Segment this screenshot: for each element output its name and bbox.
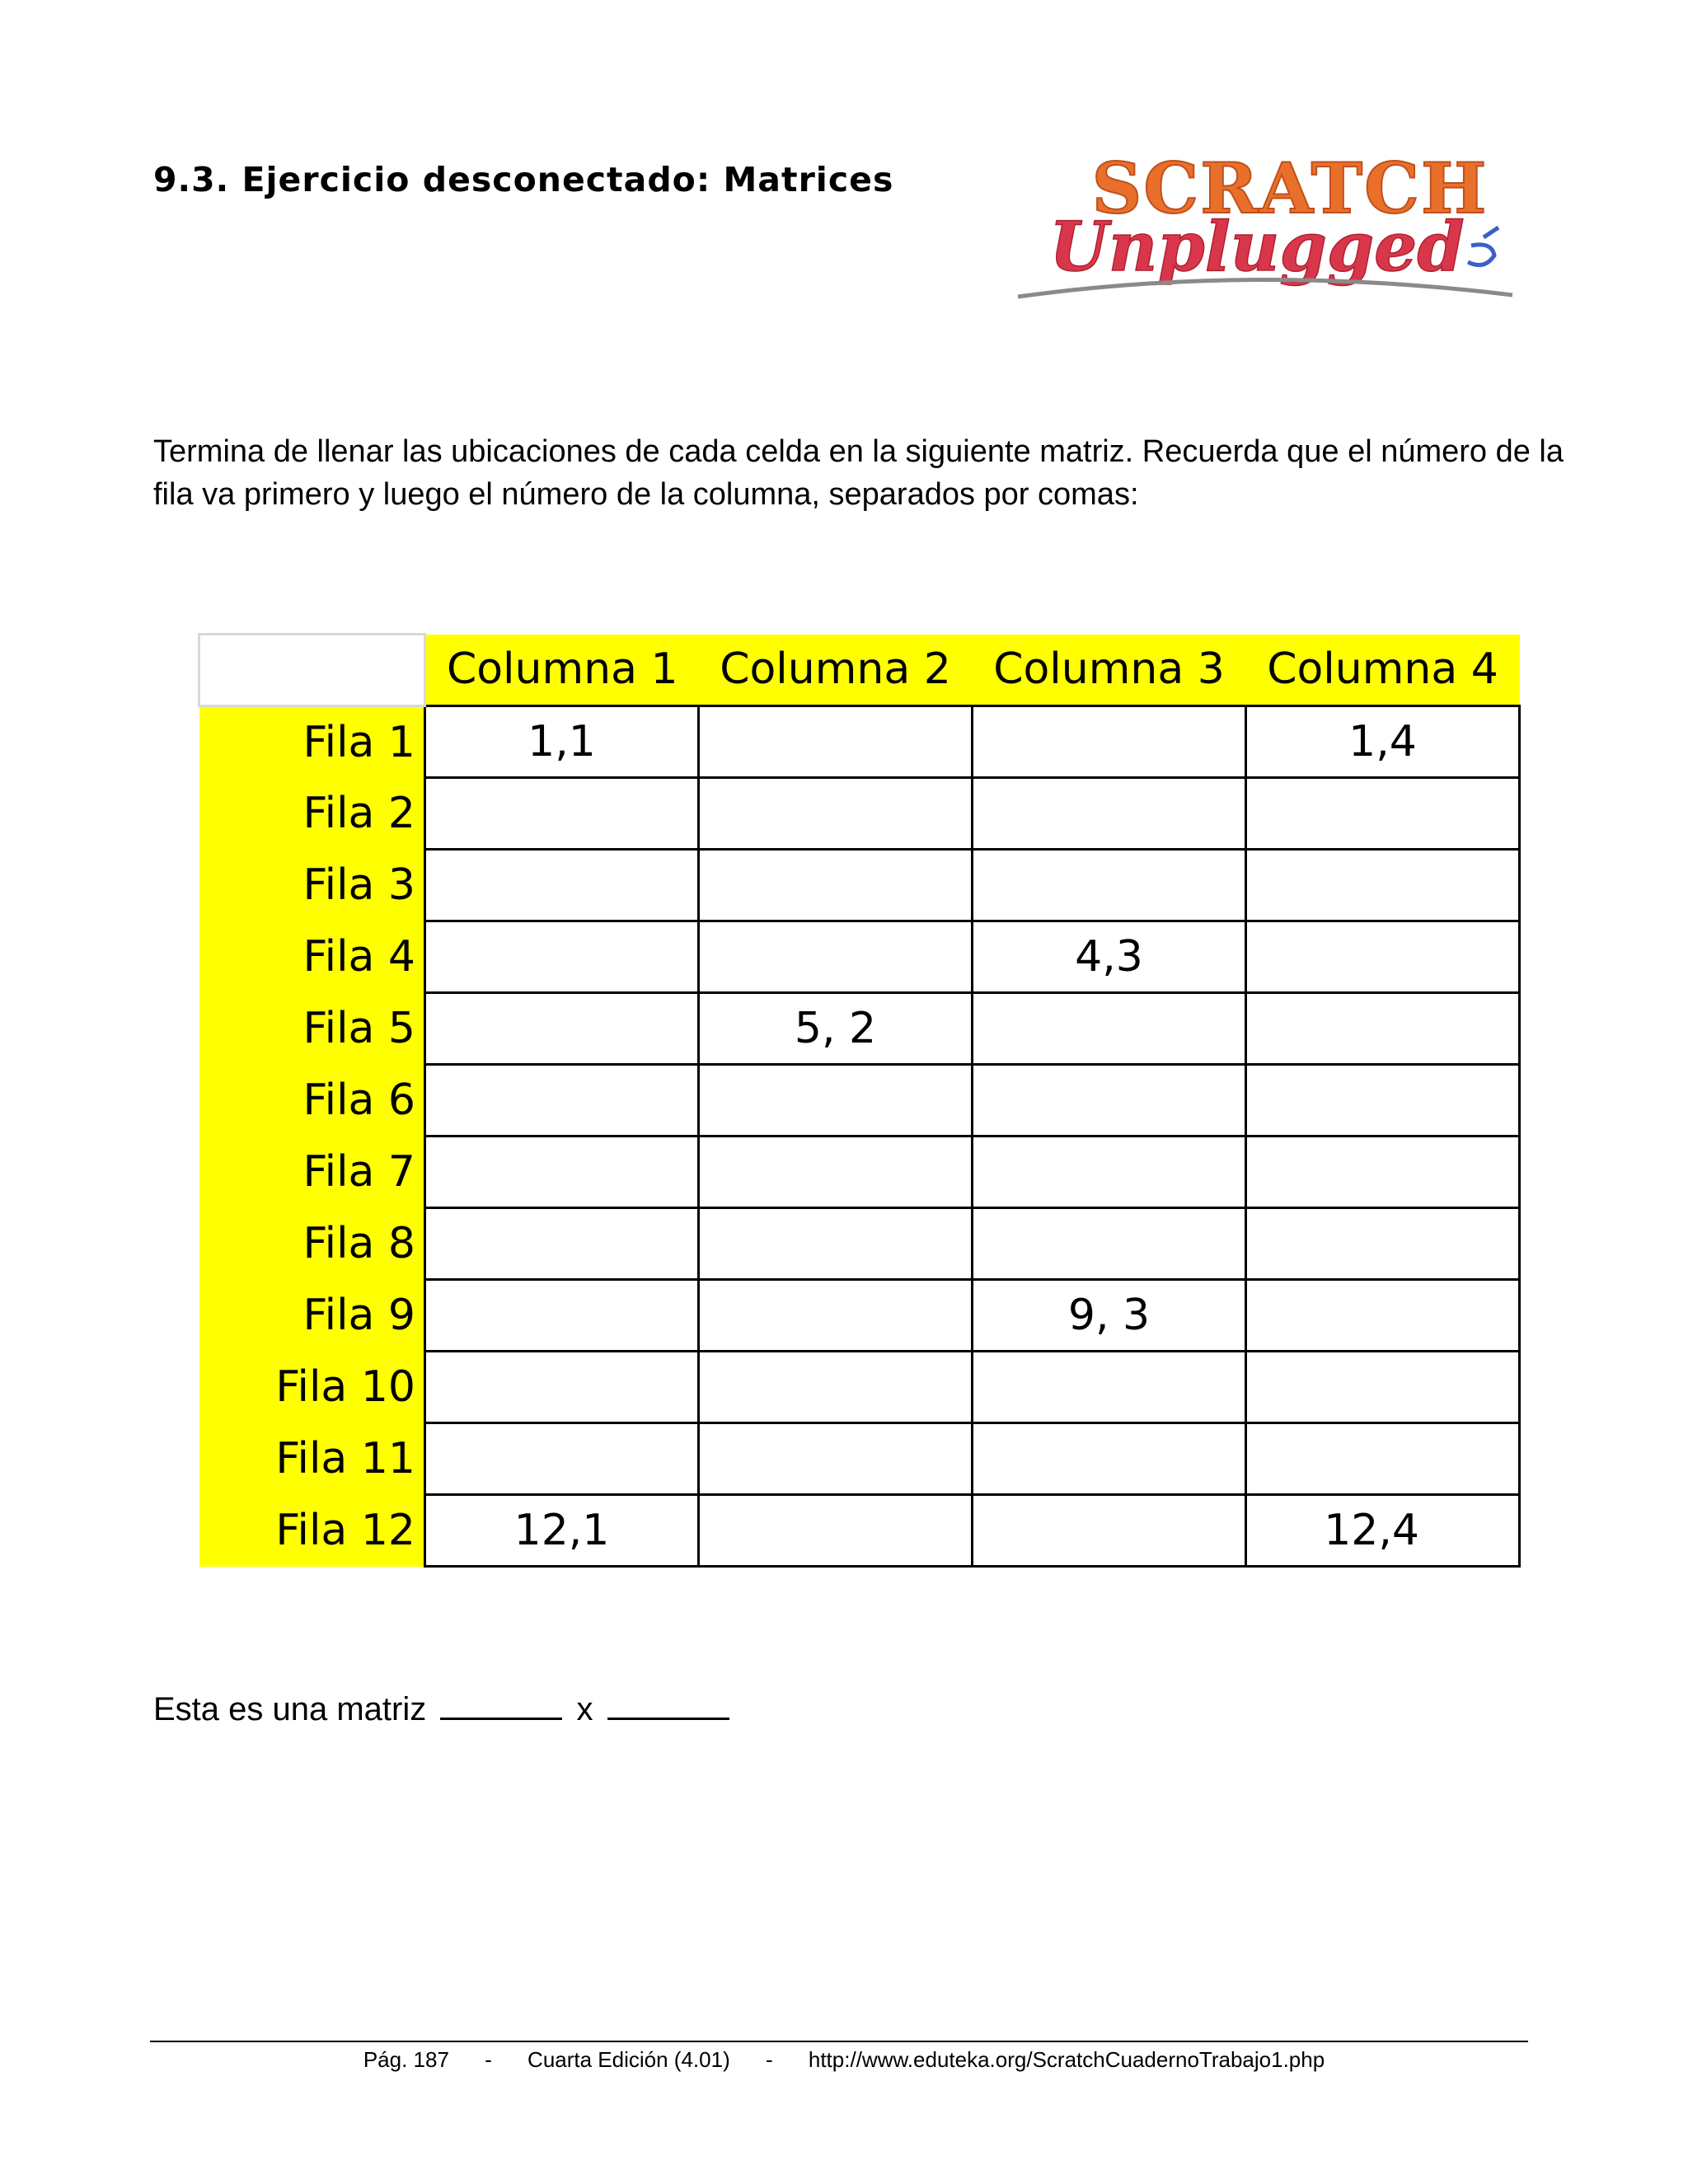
section-title: 9.3. Ejercicio desconectado: Matrices <box>153 160 894 199</box>
matrix-cell[interactable] <box>699 1208 973 1280</box>
matrix-cell[interactable] <box>425 1137 699 1208</box>
matrix-cell[interactable] <box>1246 1352 1520 1423</box>
row-header: Fila 12 <box>199 1495 425 1567</box>
matrix-cell[interactable]: 12,4 <box>1246 1495 1520 1567</box>
rows-blank[interactable] <box>440 1688 562 1720</box>
plug-icon <box>1468 227 1498 265</box>
matrix-cell[interactable] <box>425 1280 699 1352</box>
matrix-cell[interactable]: 12,1 <box>425 1495 699 1567</box>
matrix-cell[interactable] <box>699 1423 973 1495</box>
matrix-cell[interactable]: 1,4 <box>1246 706 1520 778</box>
matrix-row <box>199 778 1520 850</box>
matrix-cell[interactable] <box>425 1352 699 1423</box>
page-footer <box>0 2047 1688 2073</box>
footer-rule <box>150 2041 1528 2042</box>
logo-line1: SCRATCH <box>1091 148 1489 229</box>
matrix-cell[interactable] <box>973 1352 1246 1423</box>
footer-edition: Cuarta Edición (4.01) <box>528 2047 730 2072</box>
matrix-cell[interactable]: 4,3 <box>973 921 1246 993</box>
matrix-cell[interactable] <box>699 778 973 850</box>
matrix-cell[interactable] <box>1246 1065 1520 1137</box>
footer-page: Pág. 187 <box>363 2047 449 2072</box>
matrix-cell[interactable] <box>973 1065 1246 1137</box>
matrix-cell[interactable] <box>699 850 973 921</box>
matrix-cell[interactable] <box>1246 850 1520 921</box>
matrix-cell[interactable] <box>699 1280 973 1352</box>
matrix-row <box>199 993 1520 1065</box>
column-header: Columna 2 <box>699 635 973 706</box>
matrix-cell[interactable] <box>973 706 1246 778</box>
logo-line2: Unplugged <box>1049 208 1465 287</box>
matrix-cell[interactable] <box>1246 993 1520 1065</box>
matrix-dimensions-question <box>153 1688 734 1728</box>
matrix-cell[interactable] <box>973 850 1246 921</box>
matrix-row <box>199 921 1520 993</box>
row-header: Fila 2 <box>199 778 425 850</box>
matrix-row <box>199 706 1520 778</box>
matrix-cell[interactable] <box>973 1208 1246 1280</box>
row-header: Fila 8 <box>199 1208 425 1280</box>
matrix-cell[interactable] <box>699 1495 973 1567</box>
row-header: Fila 9 <box>199 1280 425 1352</box>
matrix-cell[interactable]: 1,1 <box>425 706 699 778</box>
matrix-cell[interactable] <box>1246 778 1520 850</box>
matrix-cell[interactable]: 9, 3 <box>973 1280 1246 1352</box>
matrix-cell[interactable] <box>425 993 699 1065</box>
matrix-cell[interactable] <box>973 1137 1246 1208</box>
matrix-row <box>199 1352 1520 1423</box>
matrix-cell[interactable] <box>425 850 699 921</box>
matrix-row <box>199 1280 1520 1352</box>
column-header: Columna 4 <box>1246 635 1520 706</box>
footer-separator: - <box>765 2047 773 2072</box>
matrix-table <box>198 633 1521 1568</box>
dimensions-prefix: Esta es una matriz <box>153 1691 427 1727</box>
matrix-row <box>199 1065 1520 1137</box>
matrix-cell[interactable] <box>425 1423 699 1495</box>
row-header: Fila 1 <box>199 706 425 778</box>
matrix-cell[interactable] <box>1246 1137 1520 1208</box>
matrix-cell[interactable] <box>1246 1280 1520 1352</box>
row-header: Fila 7 <box>199 1137 425 1208</box>
matrix-cell[interactable] <box>425 921 699 993</box>
matrix-cell[interactable] <box>425 778 699 850</box>
matrix-cell[interactable] <box>699 1352 973 1423</box>
matrix-cell[interactable] <box>1246 1423 1520 1495</box>
matrix-corner <box>199 635 425 706</box>
matrix-cell[interactable] <box>425 1208 699 1280</box>
matrix-row <box>199 850 1520 921</box>
scratch-unplugged-logo <box>1010 148 1521 313</box>
row-header: Fila 3 <box>199 850 425 921</box>
matrix-cell[interactable] <box>699 1137 973 1208</box>
dimensions-times: x <box>576 1691 593 1727</box>
matrix-cell[interactable] <box>973 1495 1246 1567</box>
row-header: Fila 11 <box>199 1423 425 1495</box>
row-header: Fila 5 <box>199 993 425 1065</box>
column-header: Columna 3 <box>973 635 1246 706</box>
matrix-row <box>199 1423 1520 1495</box>
row-header: Fila 6 <box>199 1065 425 1137</box>
matrix-cell[interactable] <box>699 706 973 778</box>
row-header: Fila 4 <box>199 921 425 993</box>
columns-blank[interactable] <box>607 1688 729 1720</box>
matrix-cell[interactable] <box>1246 1208 1520 1280</box>
matrix-cell[interactable]: 5, 2 <box>699 993 973 1065</box>
matrix-cell[interactable] <box>699 1065 973 1137</box>
column-header: Columna 1 <box>425 635 699 706</box>
matrix-row <box>199 1137 1520 1208</box>
matrix-row <box>199 1208 1520 1280</box>
matrix-cell[interactable] <box>699 921 973 993</box>
instructions: Termina de llenar las ubicaciones de cada celda en la siguiente matriz. Recuerda que el número de la fila va primero y luego el número de la columna, separados por comas: <box>153 434 1564 512</box>
matrix-cell[interactable] <box>425 1065 699 1137</box>
footer-separator: - <box>485 2047 492 2072</box>
matrix-cell[interactable] <box>973 993 1246 1065</box>
matrix-cell[interactable] <box>973 1423 1246 1495</box>
matrix-row <box>199 1495 1520 1567</box>
footer-url-link[interactable]: http://www.eduteka.org/ScratchCuadernoTrabajo1.php <box>808 2047 1325 2072</box>
matrix-cell[interactable] <box>973 778 1246 850</box>
matrix-cell[interactable] <box>1246 921 1520 993</box>
row-header: Fila 10 <box>199 1352 425 1423</box>
